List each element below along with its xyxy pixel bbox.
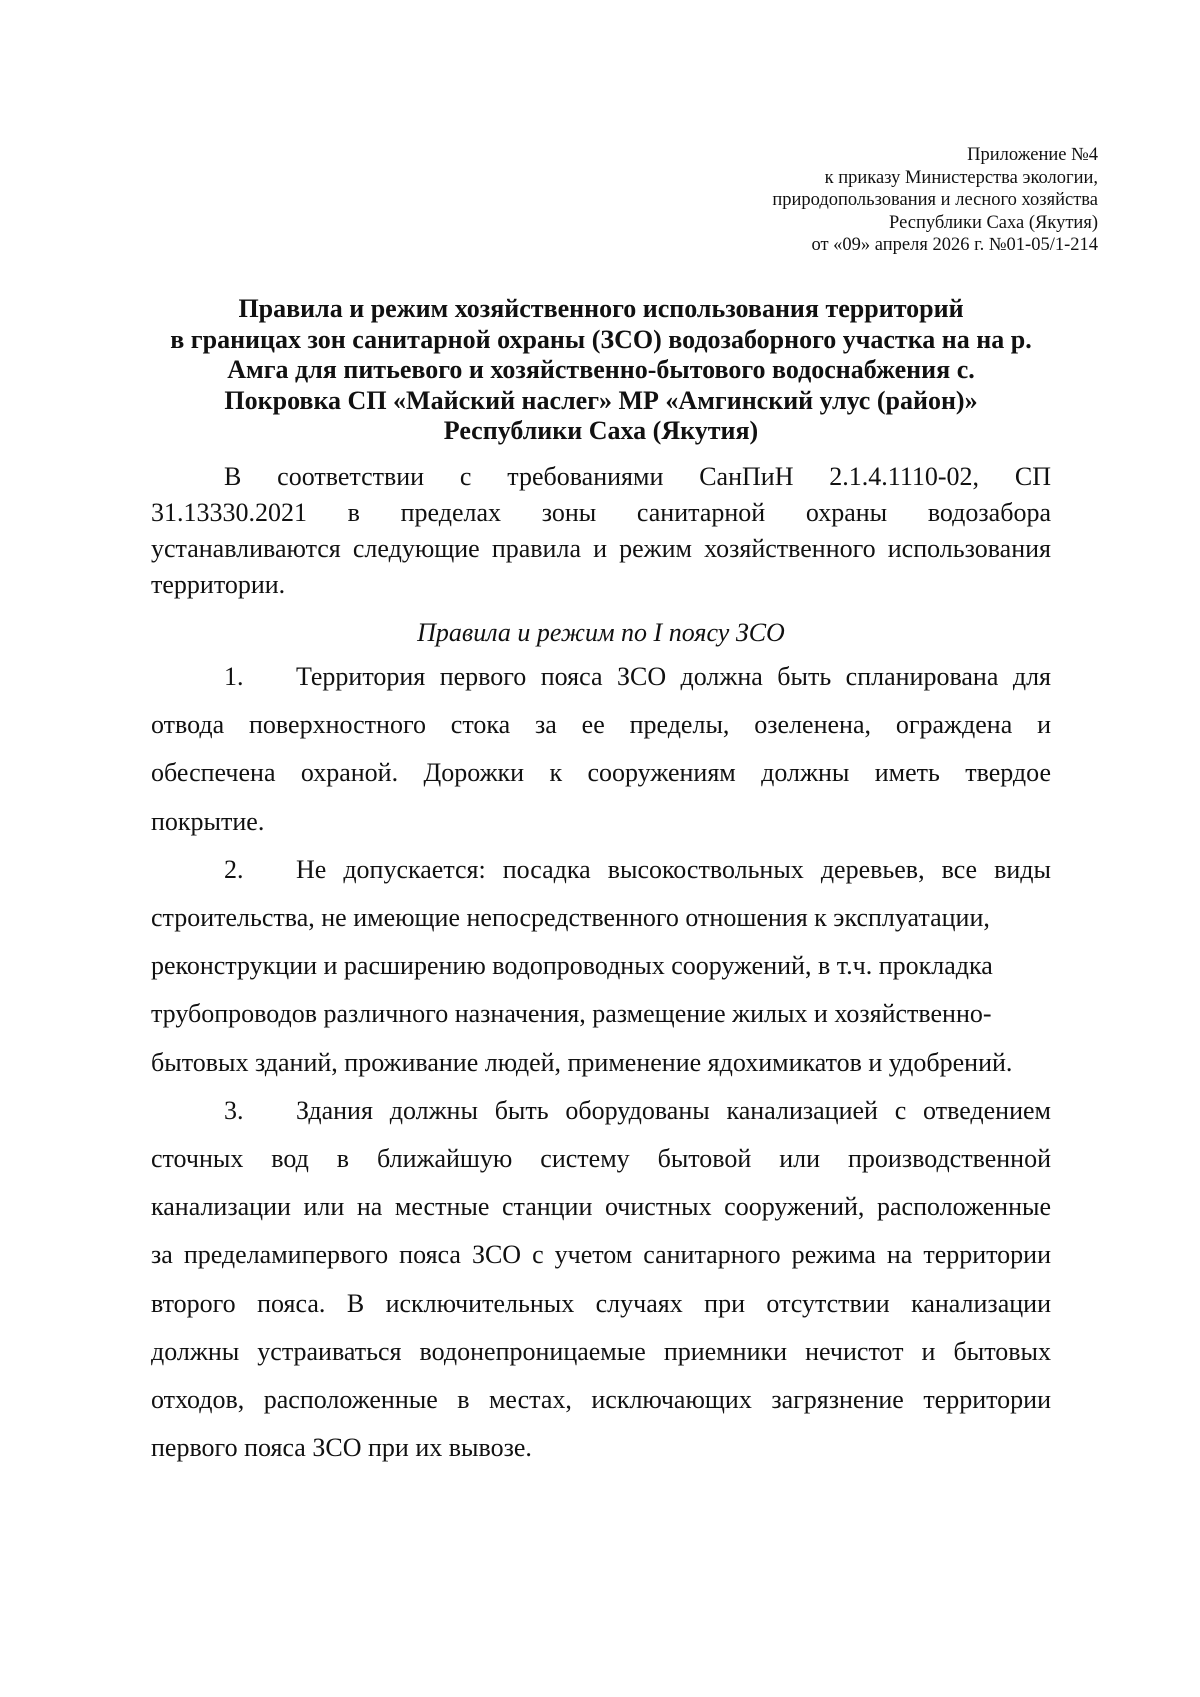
item-line: реконструкции и расширению водопроводных сооружений, в т.ч. прокладка [151,951,993,981]
item-number: 1. [224,662,244,691]
title-line: Амга для питьевого и хозяйственно-бытового водоснабжения с. [227,355,975,384]
section-heading: Правила и режим по I поясу ЗСО [417,618,785,647]
item-line: бытовых зданий, проживание людей, применение ядохимикатов и удобрений. [151,1047,1013,1077]
title-line: Правила и режим хозяйственного использования территорий [238,294,964,323]
item-line: второго пояса. В исключительных случаях при отсутствии канализации [151,1288,1051,1318]
list-item [151,846,1051,1087]
item-first-line [151,846,1051,894]
item-line: покрытие. [151,806,265,836]
document-title [150,294,1052,447]
item-line: сточных вод в ближайшую систему бытовой или производственной [151,1144,1051,1174]
appendix-line: от «09» апреля 2026 г. №01-05/1-214 [811,235,1098,255]
item-line: за пределамипервого пояса ЗСО с учетом санитарного режима на территории [151,1240,1051,1270]
appendix-line: Приложение №4 [967,145,1098,165]
appendix-line: природопользования и лесного хозяйства [772,190,1098,210]
appendix-line: Республики Саха (Якутия) [889,212,1098,233]
item-line: канализации или на местные станции очистных сооружений, расположенные [151,1192,1051,1222]
item-first-line [151,1087,1051,1135]
title-line: в границах зон санитарной охраны (ЗСО) водозаборного участка на на р. [170,324,1032,354]
item-first-text: Не допускается: посадка высокоствольных деревьев, все виды [296,854,1051,884]
title-line: Покровка СП «Майский наслег» МР «Амгинский улус (район)» [224,385,978,415]
title-line: Республики Саха (Якутия) [443,416,759,445]
intro-paragraph [151,459,1051,603]
item-first-line [151,653,1051,701]
item-line: трубопроводов различного назначения, размещение жилых и хозяйственно- [151,999,992,1029]
item-first-text: Здания должны быть оборудованы канализацией с отведением [296,1095,1051,1125]
item-line: строительства, не имеющие непосредственного отношения к эксплуатации, [151,903,990,933]
item-first-text: Территория первого пояса ЗСО должна быть спланирована для [296,662,1051,691]
intro-line: территории. [151,570,286,599]
item-line: первого пояса ЗСО при их вывозе. [151,1433,532,1463]
item-line: отходов, расположенные в местах, исключающих загрязнение территории [151,1385,1051,1415]
appendix-line: к приказу Министерства экологии, [824,167,1098,188]
intro-line: 31.13330.2021 в пределах зоны санитарной охраны водозабора [151,498,1051,527]
list-item [151,1087,1051,1473]
list-item [151,653,1051,846]
item-number: 3. [224,1095,244,1125]
intro-line: В соответствии с требованиями СанПиН 2.1.4.1110-02, СП [224,462,1051,491]
rules-list [151,653,1051,1472]
item-number: 2. [224,854,244,884]
appendix-header [638,144,1098,257]
item-line: обеспечена охраной. Дорожки к сооружениям должны иметь твердое [151,758,1051,788]
item-line: должны устраиваться водонепроницаемые приемники нечистот и бытовых [151,1336,1051,1366]
item-line: отвода поверхностного стока за ее пределы, озеленена, ограждена и [151,710,1051,740]
intro-line: устанавливаются следующие правила и режим хозяйственного использования [151,534,1051,563]
